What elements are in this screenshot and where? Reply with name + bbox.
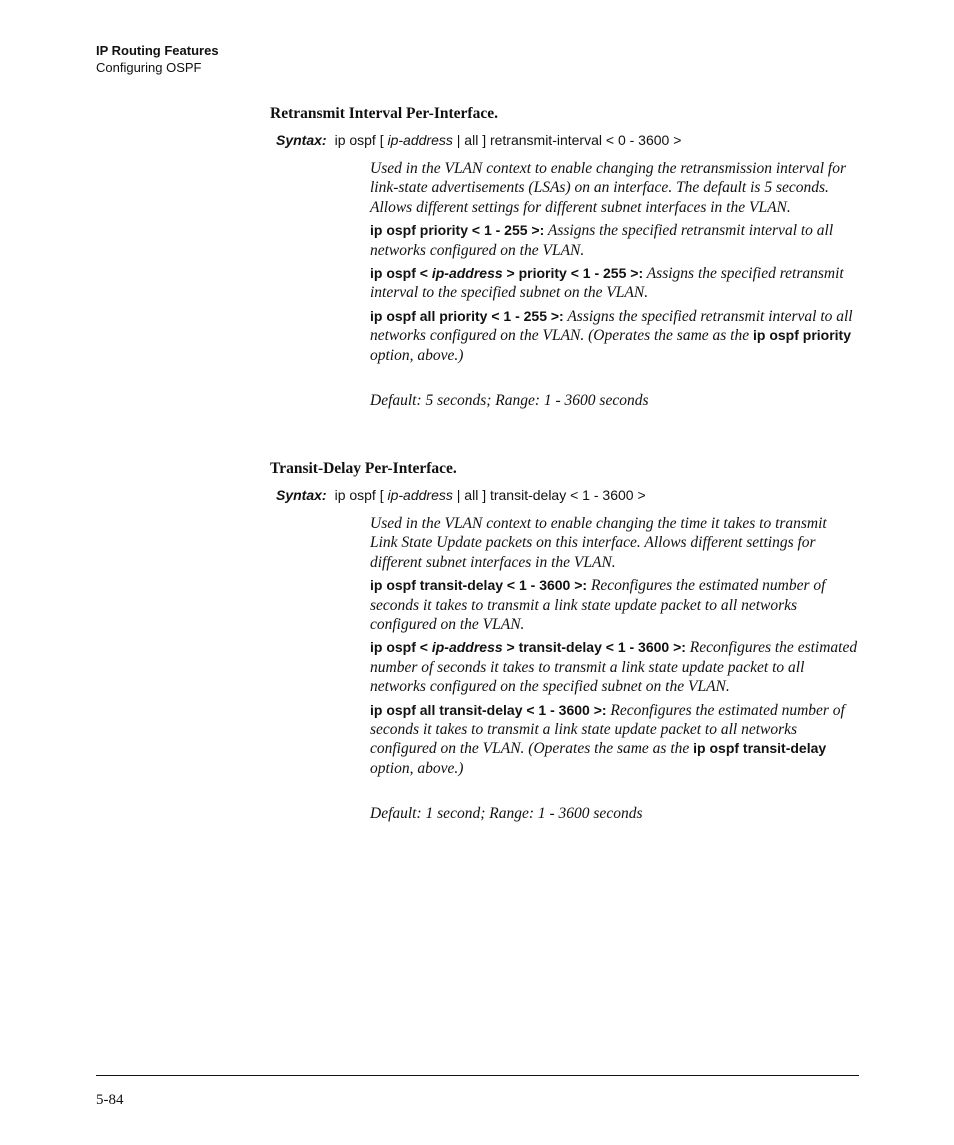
description-transit-delay <box>370 514 858 828</box>
command: ip ospf all priority < 1 - 255 >: <box>370 307 564 324</box>
command <box>370 265 643 281</box>
option-text: Assigns the specified retransmit interval to the specified subnet on the VLAN. <box>370 265 844 302</box>
syntax-param: ip-address <box>387 487 453 503</box>
syntax-suffix: | all ] retransmit-interval < 0 - 3600 > <box>452 132 682 148</box>
default-range: Default: 5 seconds; Range: 1 - 3600 seconds <box>370 392 649 410</box>
command-param: ip-address <box>431 265 503 282</box>
page-number: 5-84 <box>96 1092 124 1108</box>
syntax-label: Syntax: <box>276 132 327 148</box>
command: ip ospf priority < 1 - 255 >: <box>370 222 545 239</box>
command-part: ip ospf < <box>370 639 432 656</box>
command-param: ip-address <box>431 639 503 656</box>
option-paragraph <box>370 264 858 303</box>
option-text: option, above.) <box>370 346 464 364</box>
running-header-chapter: IP Routing Features <box>96 43 219 58</box>
option-paragraph <box>370 307 858 365</box>
syntax-line-transit-delay <box>276 486 646 504</box>
section-title-retransmit-interval: Retransmit Interval Per-Interface. <box>270 105 498 122</box>
command: ip ospf transit-delay < 1 - 3600 >: <box>370 577 588 594</box>
option-paragraph <box>370 701 858 779</box>
option-paragraph <box>370 221 858 260</box>
command-part: ip ospf < <box>370 265 432 282</box>
option-paragraph <box>370 638 858 696</box>
syntax-param: ip-address <box>387 132 453 148</box>
syntax-prefix: ip ospf [ <box>334 132 388 148</box>
syntax-label: Syntax: <box>276 487 327 503</box>
command <box>370 639 686 655</box>
command-part: > transit-delay < 1 - 3600 >: <box>502 639 686 656</box>
command-reference: ip ospf priority <box>753 327 851 344</box>
command-part: > priority < 1 - 255 >: <box>502 265 644 282</box>
footer-rule <box>96 1075 859 1076</box>
default-range: Default: 1 second; Range: 1 - 3600 seconds <box>370 805 643 823</box>
description-retransmit-interval <box>370 159 858 414</box>
option-text: Assigns the specified retransmit interval to all networks configured on the VLAN. <box>370 222 834 259</box>
command-reference: ip ospf transit-delay <box>693 740 827 757</box>
intro-paragraph: Used in the VLAN context to enable changing the time it takes to transmit Link State Update packets on this interface. Allows different settings for different subnet interfaces in the VLAN. <box>370 515 827 571</box>
section-title-transit-delay: Transit-Delay Per-Interface. <box>270 460 457 477</box>
option-paragraph <box>370 576 858 634</box>
intro-paragraph: Used in the VLAN context to enable changing the retransmission interval for link-state advertisements (LSAs) on an interface. The default is 5 seconds. Allows different settings for different subnet interfaces in the VLAN. <box>370 160 846 216</box>
syntax-prefix: ip ospf [ <box>334 487 388 503</box>
syntax-suffix: | all ] transit-delay < 1 - 3600 > <box>452 487 646 503</box>
option-text: Reconfigures the estimated number of seconds it takes to transmit a link state update packet to all networks configured on the VLAN. <box>370 577 826 634</box>
option-text: Assigns the specified retransmit interval to all networks configured on the VLAN. (Operates the same as the <box>370 307 853 345</box>
command: ip ospf all transit-delay < 1 - 3600 >: <box>370 701 607 718</box>
option-text: option, above.) <box>370 759 464 777</box>
running-header-section: Configuring OSPF <box>96 60 202 75</box>
syntax-line-retransmit-interval <box>276 131 681 149</box>
option-text: Reconfigures the estimated number of seconds it takes to transmit a link state update packet to all networks configured on the VLAN. (Operates the same as the <box>370 701 845 758</box>
option-text: Reconfigures the estimated number of seconds it takes to transmit a link state update packet to all networks configured on the specified subnet on the VLAN. <box>370 639 858 696</box>
